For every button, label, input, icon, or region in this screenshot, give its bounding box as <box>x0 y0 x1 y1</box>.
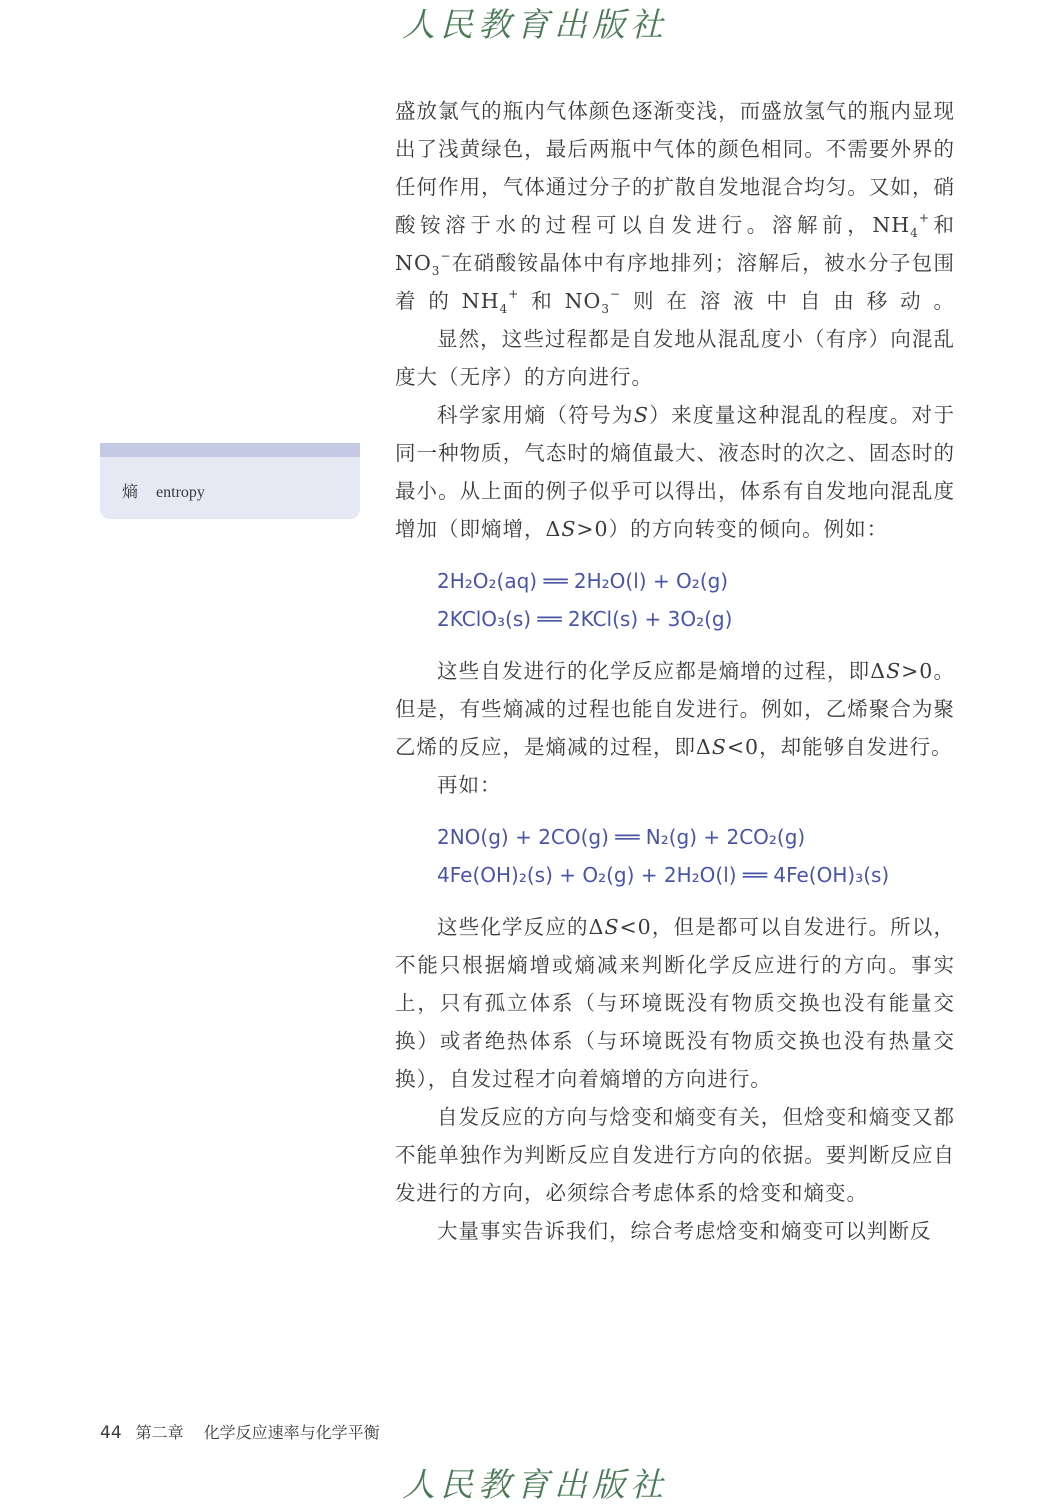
page-footer <box>100 1420 380 1443</box>
equation-group <box>437 562 955 638</box>
paragraph: 显然，这些过程都是自发地从混乱度小（有序）向混乱度大（无序）的方向进行。 <box>395 327 955 389</box>
paragraph: 这些自发进行的化学反应都是熵增的过程，即ΔS>0。但是，有些熵减的过程也能自发进行。例如，乙烯聚合为聚乙烯的反应，是熵减的过程，即ΔS<0，却能够自发进行。 <box>395 659 955 759</box>
sidenote-term-zh: 熵 <box>122 482 139 501</box>
body-text <box>395 92 955 1250</box>
paragraph: 大量事实告诉我们，综合考虑焓变和熵变可以判断反 <box>437 1219 932 1243</box>
equation: 4Fe(OH)₂(s) + O₂(g) + 2H₂O(l) ══ 4Fe(OH)₃(s) <box>437 863 890 887</box>
sidenote-term-en: entropy <box>156 484 205 501</box>
page-number: 44 <box>100 1423 122 1443</box>
sidenote-term <box>122 479 205 502</box>
equation: 2KClO₃(s) ══ 2KCl(s) + 3O₂(g) <box>437 607 733 631</box>
paragraph: 自发反应的方向与焓变和熵变有关，但焓变和熵变又都不能单独作为判断反应自发进行方向的依据。要判断反应自发进行的方向，必须综合考虑体系的焓变和熵变。 <box>395 1105 955 1205</box>
chapter-title: 化学反应速率与化学平衡 <box>203 1423 380 1442</box>
equation-group <box>437 818 955 894</box>
glossary-sidenote <box>100 443 360 519</box>
paragraph: 盛放氯气的瓶内气体颜色逐渐变浅，而盛放氢气的瓶内显现出了浅黄绿色，最后两瓶中气体的颜色相同。不需要外界的任何作用，气体通过分子的扩散自发地混合均匀。又如，硝酸铵溶于水的过程可以自发进行。溶解前，$NH_4^+$和$NO_3^-$在硝酸铵晶体中有序地排列；溶解后，被水分子包围着的$NH_4^+$和$NO_3^-$则在溶液中自由移动。 <box>395 99 956 317</box>
sidenote-bar <box>100 443 360 457</box>
equation: 2NO(g) + 2CO(g) ══ N₂(g) + 2CO₂(g) <box>437 825 806 849</box>
paragraph: 科学家用熵（符号为S）来度量这种混乱的程度。对于同一种物质，气态时的熵值最大、液态时的次之、固态时的最小。从上面的例子似乎可以得出，体系有自发地向混乱度增加（即熵增，ΔS>0）的方向转变的倾向。例如： <box>395 403 956 541</box>
publisher-logo: 人民教育出版社 <box>402 4 668 44</box>
publisher-logo: 人民教育出版社 <box>402 1464 668 1504</box>
chapter-label: 第二章 <box>135 1423 184 1442</box>
equation: 2H₂O₂(aq) ══ 2H₂O(l) + O₂(g) <box>437 569 729 593</box>
paragraph: 这些化学反应的ΔS<0，但是都可以自发进行。所以，不能只根据熵增或熵减来判断化学反应进行的方向。事实上，只有孤立体系（与环境既没有物质交换也没有能量交换）或者绝热体系（与环境既没有物质交换也没有热量交换），自发过程才向着熵增的方向进行。 <box>395 915 955 1091</box>
paragraph: 再如： <box>437 773 502 797</box>
